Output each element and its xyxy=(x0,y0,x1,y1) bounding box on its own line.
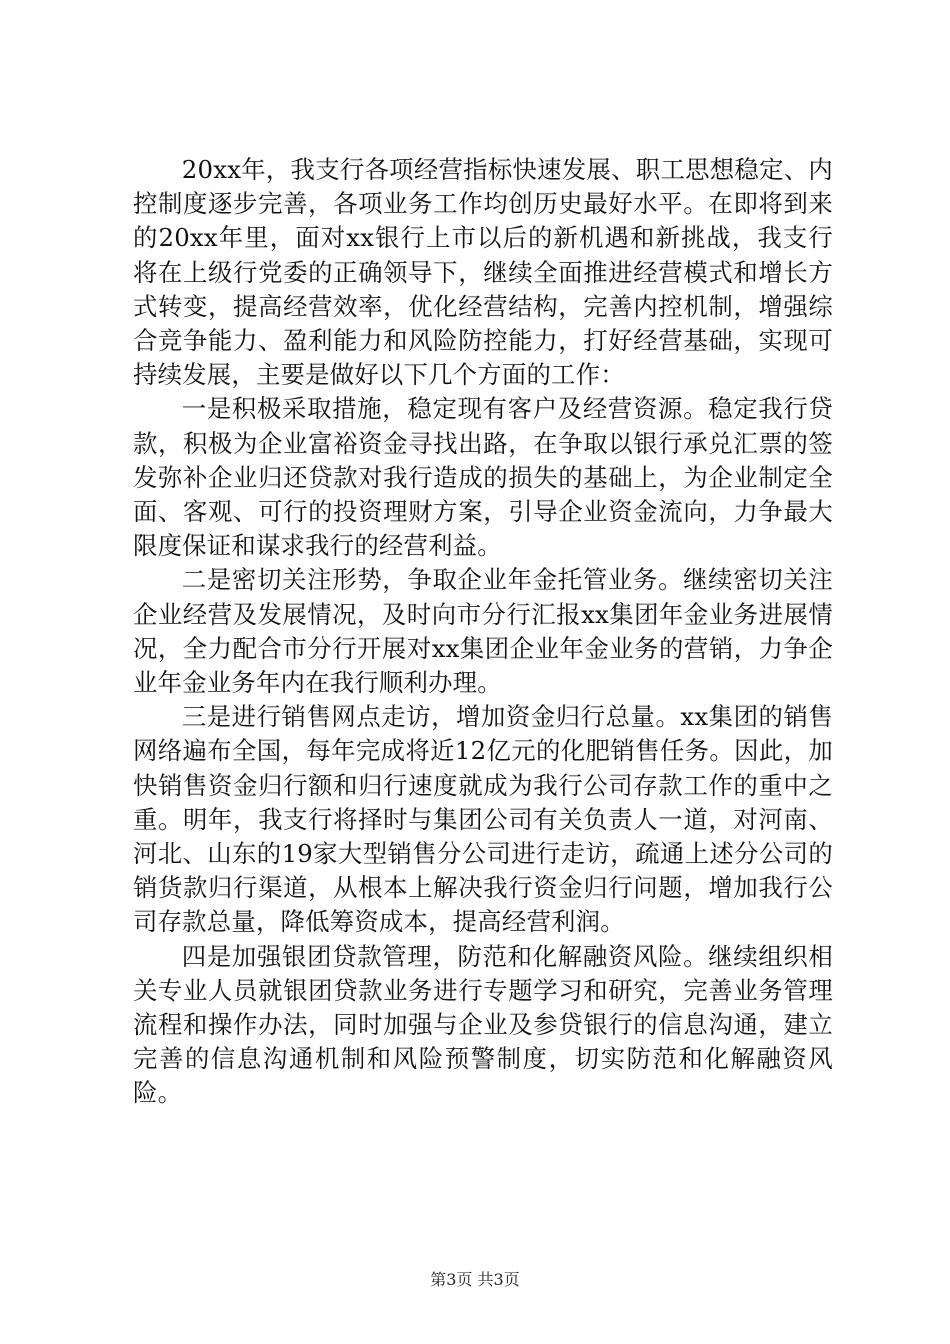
page-footer: 第3页 共3页 xyxy=(430,1270,520,1289)
document-body xyxy=(133,153,833,1111)
paragraph-item-2: 二是密切关注形势，争取企业年金托管业务。继续密切关注企业经营及发展情况，及时向市分行汇报xx集团年金业务进展情况，全力配合市分行开展对xx集团企业年金业务的营销，力争企业年金业务年内在我行顺利办理。 xyxy=(133,565,833,698)
paragraph-item-4: 四是加强银团贷款管理，防范和化解融资风险。继续组织相关专业人员就银团贷款业务进行专题学习和研究，完善业务管理流程和操作办法，同时加强与企业及参贷银行的信息沟通，建立完善的信息沟通机制和风险预警制度，切实防范和化解融资风险。 xyxy=(133,941,833,1108)
paragraph-item-1: 一是积极采取措施，稳定现有客户及经营资源。稳定我行贷款，积极为企业富裕资金寻找出路，在争取以银行承兑汇票的签发弥补企业归还贷款对我行造成的损失的基础上，为企业制定全面、客观、可行的投资理财方案，引导企业资金流向，力争最大限度保证和谋求我行的经营利益。 xyxy=(133,394,833,561)
paragraph-intro: 20xx年，我支行各项经营指标快速发展、职工思想稳定、内控制度逐步完善，各项业务工作均创历史最好水平。在即将到来的20xx年里，面对xx银行上市以后的新机遇和新挑战，我支行将在上级行党委的正确领导下，继续全面推进经营模式和增长方式转变，提高经营效率，优化经营结构，完善内控机制，增强综合竞争能力、盈利能力和风险防控能力，打好经营基础，实现可持续发展，主要是做好以下几个方面的工作： xyxy=(133,155,833,390)
paragraph-item-3: 三是进行销售网点走访，增加资金归行总量。xx集团的销售网络遍布全国，每年完成将近12亿元的化肥销售任务。因此，加快销售资金归行额和归行速度就成为我行公司存款工作的重中之重。明年，我支行将择时与集团公司有关负责人一道，对河南、河北、山东的19家大型销售分公司进行走访，疏通上述分公司的销货款归行渠道，从根本上解决我行资金归行问题，增加我行公司存款总量，降低筹资成本，提高经营利润。 xyxy=(133,702,833,937)
